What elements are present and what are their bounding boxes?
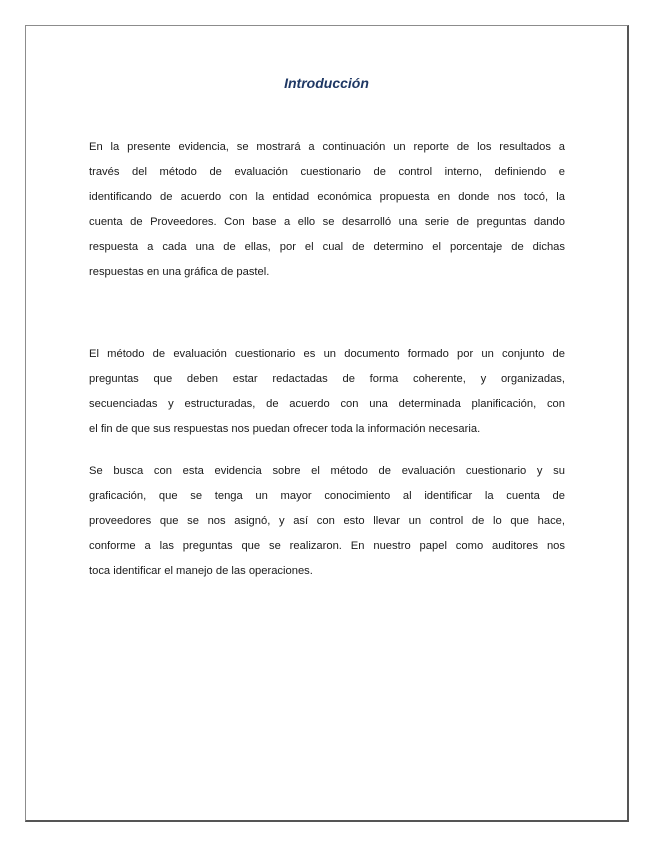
text-line: En la presente evidencia, se mostrará a continuación un reporte de los resultados a [89,141,565,153]
text-line: el fin de que sus respuestas nos puedan ofrecer toda la información necesaria. [89,423,481,436]
text-line: través del método de evaluación cuestionario de control interno, definiendo e [89,166,565,179]
paragraph-purpose [89,459,565,584]
text-line: proveedores que se nos asignó, y así con esto llevar un control de lo que hace, [89,515,565,528]
text-line: El método de evaluación cuestionario es un documento formado por un conjunto de [89,348,565,360]
paragraph-intro [89,135,565,286]
text-line: preguntas que deben estar redactadas de forma coherente, y organizadas, [89,373,565,386]
text-line: toca identificar el manejo de las operaciones. [89,565,313,578]
page-title: Introducción [284,75,369,91]
text-line: respuestas en una gráfica de pastel. [89,266,270,279]
text-line: secuenciadas y estructuradas, de acuerdo con una determinada planificación, con [89,398,565,411]
paragraph-method [89,342,565,442]
document-page [25,25,629,822]
text-line: conforme a las preguntas que se realizaron. En nuestro papel como auditores nos [89,540,565,553]
text-line: Se busca con esta evidencia sobre el método de evaluación cuestionario y su [89,465,565,477]
text-line: identificando de acuerdo con la entidad económica propuesta en donde nos tocó, la [89,191,565,204]
text-line: cuenta de Proveedores. Con base a ello se desarrolló una serie de preguntas dando [89,216,565,229]
text-line: graficación, que se tenga un mayor conocimiento al identificar la cuenta de [89,490,565,503]
text-line: respuesta a cada una de ellas, por el cual de determino el porcentaje de dichas [89,241,565,254]
